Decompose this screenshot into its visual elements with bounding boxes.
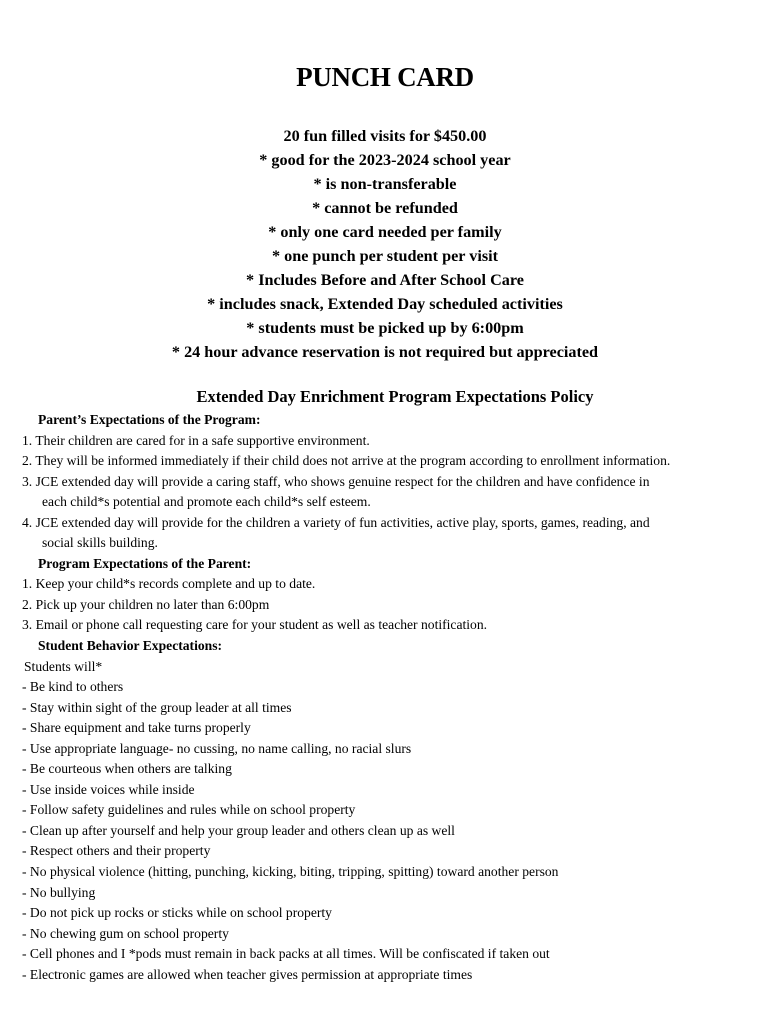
terms-line: * good for the 2023-2024 school year [259, 151, 511, 169]
list-item-continuation: each child*s potential and promote each child*s self esteem. [42, 494, 371, 510]
list-item: - No physical violence (hitting, punching, kicking, biting, tripping, spitting) toward another person [22, 864, 559, 880]
terms-line: * only one card needed per family [268, 223, 502, 241]
terms-line: * is non-transferable [313, 175, 457, 193]
list-item: - Electronic games are allowed when teacher gives permission at appropriate times [22, 966, 473, 982]
behavior-intro: Students will* [24, 658, 103, 674]
list-item: 1. Their children are cared for in a safe supportive environment. [22, 432, 370, 448]
list-item: - Use inside voices while inside [22, 781, 195, 797]
list-item: - Use appropriate language- no cussing, no name calling, no racial slurs [22, 740, 412, 756]
list-item: - Do not pick up rocks or sticks while on school property [22, 905, 332, 921]
list-item: - Clean up after yourself and help your group leader and others clean up as well [22, 822, 455, 838]
section-heading-parent: Parent’s Expectations of the Program: [38, 412, 261, 427]
policy-title: Extended Day Enrichment Program Expectations Policy [196, 387, 594, 406]
terms-line: * students must be picked up by 6:00pm [246, 319, 524, 337]
terms-line: * Includes Before and After School Care [246, 271, 524, 289]
list-item: - Share equipment and take turns properly [22, 720, 251, 736]
list-item: - Be courteous when others are talking [22, 761, 232, 777]
list-item: - Follow safety guidelines and rules while on school property [22, 802, 356, 818]
terms-line: * cannot be refunded [312, 199, 458, 217]
list-item: - No bullying [22, 884, 96, 900]
list-item: 2. They will be informed immediately if their child does not arrive at the program according to enrollment information. [22, 453, 671, 469]
terms-line: * one punch per student per visit [271, 247, 499, 265]
list-item: 1. Keep your child*s records complete and up to date. [22, 576, 316, 592]
list-item: 3. JCE extended day will provide a caring staff, who shows genuine respect for the children and have confidence in [22, 473, 650, 489]
section-heading-behavior: Student Behavior Expectations: [38, 638, 223, 654]
page-title: PUNCH CARD [296, 62, 474, 92]
terms-line: 20 fun filled visits for $450.00 [283, 127, 487, 145]
list-item-continuation: social skills building. [42, 535, 158, 551]
list-item: - Respect others and their property [22, 843, 211, 859]
list-item: - Stay within sight of the group leader at all times [22, 699, 292, 715]
section-heading-program: Program Expectations of the Parent: [38, 555, 252, 571]
list-item: - No chewing gum on school property [22, 925, 229, 941]
list-item: 2. Pick up your children no later than 6:00pm [22, 596, 270, 612]
policy-body [22, 410, 762, 985]
punch-card-terms [0, 124, 770, 364]
list-item: - Be kind to others [22, 679, 124, 695]
terms-line: * 24 hour advance reservation is not required but appreciated [171, 343, 599, 361]
terms-line: * includes snack, Extended Day scheduled activities [207, 295, 563, 313]
list-item: 3. Email or phone call requesting care for your student as well as teacher notification. [22, 617, 488, 633]
list-item: 4. JCE extended day will provide for the children a variety of fun activities, active play, sports, games, reading, and [22, 514, 650, 530]
list-item: - Cell phones and I *pods must remain in back packs at all times. Will be confiscated if taken out [22, 946, 550, 962]
